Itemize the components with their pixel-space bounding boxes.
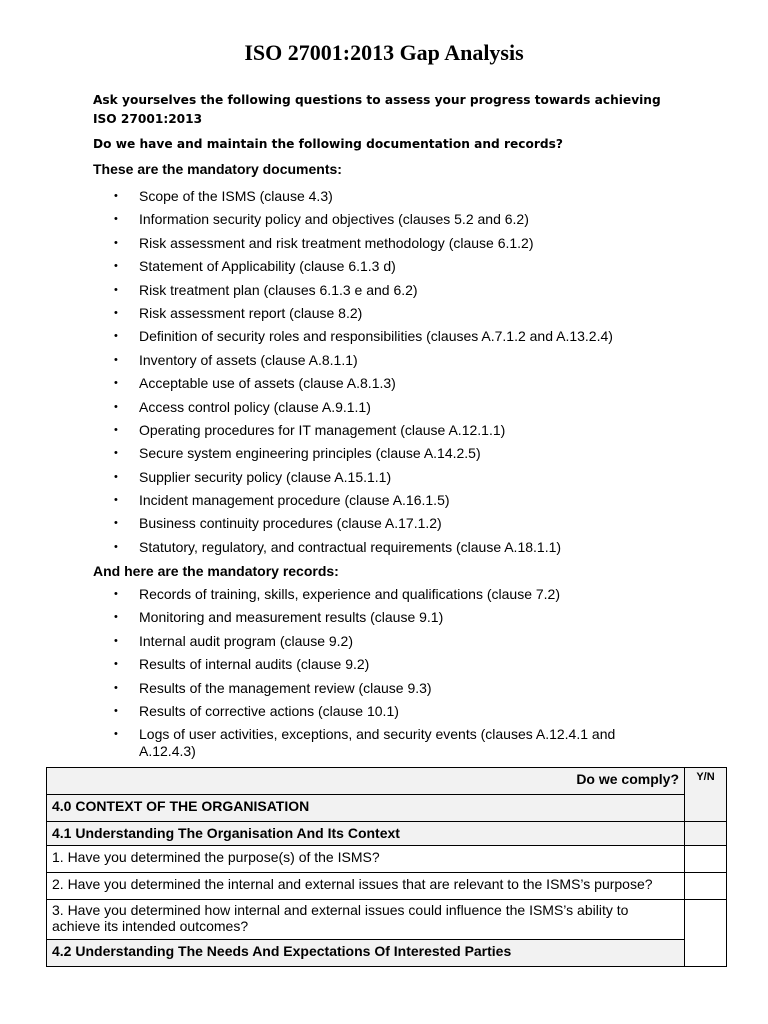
document-item-text: Operating procedures for IT management (clause A.12.1.1) bbox=[139, 421, 506, 438]
document-item-text: Statement of Applicability (clause 6.1.3 d) bbox=[139, 258, 396, 275]
gap-analysis-table bbox=[46, 767, 727, 967]
document-item bbox=[0, 305, 639, 322]
record-item-text: Records of training, skills, experience and qualifications (clause 7.2) bbox=[139, 586, 560, 602]
answer-cell[interactable] bbox=[685, 900, 727, 967]
bullet-icon: • bbox=[114, 447, 118, 460]
document-item bbox=[0, 445, 639, 462]
bullet-icon: • bbox=[114, 213, 118, 226]
bullet-icon: • bbox=[114, 260, 118, 273]
bullet-icon: • bbox=[114, 634, 118, 647]
bullet-icon: • bbox=[114, 330, 118, 343]
record-item-text: Internal audit program (clause 9.2) bbox=[139, 632, 353, 649]
document-item-text: Business continuity procedures (clause A.17.1.2) bbox=[139, 515, 442, 532]
document-item bbox=[0, 469, 639, 486]
record-item bbox=[0, 703, 639, 720]
document-item bbox=[0, 422, 639, 439]
section-row bbox=[47, 795, 727, 822]
bullet-icon: • bbox=[114, 611, 118, 624]
document-item-text: Incident management procedure (clause A.16.1.5) bbox=[139, 492, 450, 509]
document-item-text: Acceptable use of assets (clause A.8.1.3) bbox=[139, 375, 396, 392]
document-item-text: Supplier security policy (clause A.15.1.1) bbox=[139, 468, 392, 485]
document-item bbox=[0, 258, 639, 275]
record-item bbox=[0, 609, 639, 626]
table-header-row bbox=[47, 768, 727, 795]
subsection-4-1: 4.1 Understanding The Organisation And Its Context bbox=[47, 822, 685, 846]
document-item bbox=[0, 352, 639, 369]
document-item-text: Information security policy and objectives (clauses 5.2 and 6.2) bbox=[139, 211, 529, 228]
bullet-icon: • bbox=[114, 658, 118, 671]
bullet-icon: • bbox=[114, 190, 118, 202]
documentation-question: Do we have and maintain the following documentation and records? bbox=[93, 137, 563, 151]
record-item-text: Results of corrective actions (clause 10.1) bbox=[139, 702, 399, 719]
bullet-icon: • bbox=[114, 494, 118, 507]
subsection-row bbox=[47, 940, 727, 967]
bullet-icon: • bbox=[114, 283, 118, 296]
document-item-text: Secure system engineering principles (clause A.14.2.5) bbox=[139, 445, 481, 462]
question-row bbox=[47, 900, 727, 940]
section-title: 4.0 CONTEXT OF THE ORGANISATION bbox=[47, 795, 685, 822]
question-2: 2. Have you determined the internal and external issues that are relevant to the ISMS’s purpose? bbox=[47, 873, 685, 900]
documents-heading: These are the mandatory documents: bbox=[93, 161, 342, 177]
bullet-icon: • bbox=[114, 728, 118, 741]
question-3: 3. Have you determined how internal and external issues could influence the ISMS’s ability to achieve its intended outcomes? bbox=[47, 900, 685, 940]
document-item bbox=[0, 399, 639, 416]
bullet-icon: • bbox=[114, 423, 118, 436]
document-item bbox=[0, 235, 639, 252]
record-item-text: Results of the management review (clause 9.3) bbox=[139, 679, 432, 696]
record-item-text: Results of internal audits (clause 9.2) bbox=[139, 656, 370, 673]
document-item bbox=[0, 328, 639, 345]
bullet-icon: • bbox=[114, 353, 118, 366]
records-list bbox=[0, 586, 639, 767]
record-item bbox=[0, 586, 639, 603]
document-item-text: Access control policy (clause A.9.1.1) bbox=[139, 398, 371, 415]
intro-text: Ask yourselves the following questions to assess your progress towards achieving ISO 27001:2013 bbox=[93, 93, 661, 126]
document-item-text: Inventory of assets (clause A.8.1.1) bbox=[139, 351, 358, 368]
bullet-icon: • bbox=[114, 306, 118, 319]
yn-header-cell bbox=[685, 768, 727, 822]
document-item-text: Risk treatment plan (clauses 6.1.3 e and 6.2) bbox=[139, 281, 418, 298]
document-item bbox=[0, 539, 639, 556]
subsection-4-2: 4.2 Understanding The Needs And Expectations Of Interested Parties bbox=[47, 940, 685, 967]
answer-cell[interactable] bbox=[685, 873, 727, 900]
bullet-icon: • bbox=[114, 236, 118, 249]
bullet-icon: • bbox=[114, 540, 118, 553]
subsection-row bbox=[47, 822, 727, 846]
document-item bbox=[0, 211, 639, 228]
record-item-text: Monitoring and measurement results (clause 9.1) bbox=[139, 609, 444, 626]
document-item bbox=[0, 515, 639, 532]
question-row bbox=[47, 873, 727, 900]
question-row bbox=[47, 846, 727, 873]
document-item-text: Definition of security roles and responsibilities (clauses A.7.1.2 and A.13.2.4) bbox=[139, 328, 613, 345]
document-item bbox=[0, 492, 639, 509]
document-item bbox=[0, 188, 639, 205]
page-title: ISO 27001:2013 Gap Analysis bbox=[244, 40, 524, 65]
bullet-icon: • bbox=[114, 588, 118, 600]
answer-cell[interactable] bbox=[685, 846, 727, 873]
document-item bbox=[0, 282, 639, 299]
bullet-icon: • bbox=[114, 704, 118, 717]
record-item bbox=[0, 656, 639, 673]
bullet-icon: • bbox=[114, 470, 118, 483]
record-item-text: Logs of user activities, exceptions, and security events (clauses A.12.4.1 and A.12.4.3) bbox=[139, 726, 616, 760]
yn-header: Y/N bbox=[696, 771, 715, 783]
records-heading: And here are the mandatory records: bbox=[93, 563, 339, 579]
answer-cell[interactable] bbox=[685, 822, 727, 846]
document-item-text: Risk assessment report (clause 8.2) bbox=[139, 304, 363, 321]
documents-list bbox=[0, 188, 639, 562]
bullet-icon: • bbox=[114, 681, 118, 694]
comply-header: Do we comply? bbox=[47, 768, 685, 795]
document-item-text: Risk assessment and risk treatment methodology (clause 6.1.2) bbox=[139, 234, 534, 251]
record-item bbox=[0, 726, 639, 760]
document-item-text: Scope of the ISMS (clause 4.3) bbox=[139, 188, 333, 204]
document-item bbox=[0, 375, 639, 392]
document-item-text: Statutory, regulatory, and contractual requirements (clause A.18.1.1) bbox=[139, 538, 562, 555]
question-1: 1. Have you determined the purpose(s) of the ISMS? bbox=[47, 846, 685, 873]
bullet-icon: • bbox=[114, 377, 118, 390]
bullet-icon: • bbox=[114, 400, 118, 413]
bullet-icon: • bbox=[114, 517, 118, 530]
record-item bbox=[0, 680, 639, 697]
record-item bbox=[0, 633, 639, 650]
